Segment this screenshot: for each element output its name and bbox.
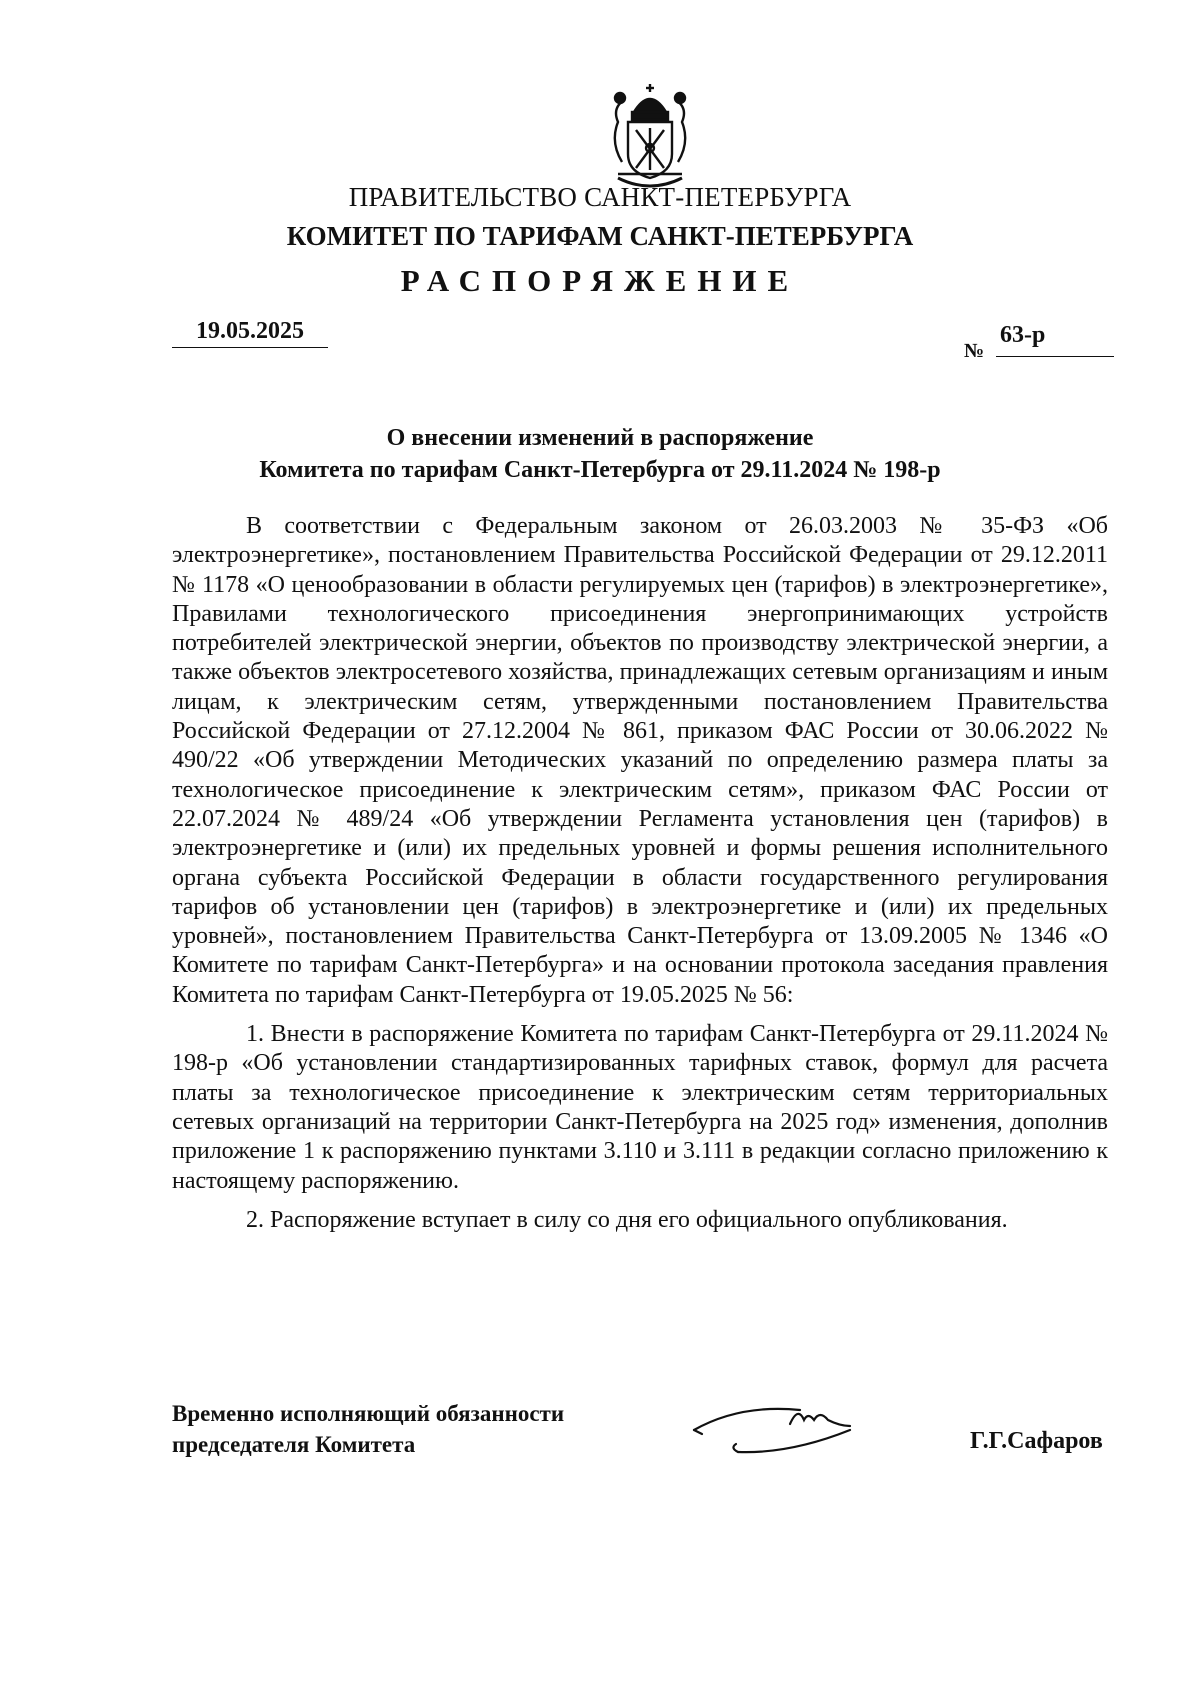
- document-body: [172, 512, 1108, 1235]
- preamble-paragraph: В соответствии с Федеральным законом от 26.03.2003 № 35-ФЗ «Об электроэнергетике», постановлением Правительства Российской Федерации от 29.12.2011 № 1178 «О ценообразовании в области регулируемых цен (тарифов) в электроэнергетике», Правилами технологического присоединения энергопринимающих устройств потребителей электрической энергии, объектов по производству электрической энергии, а также объектов электросетевого хозяйства, принадлежащих сетевым организациям и иным лицам, к электрическим сетям, утвержденными постановлением Правительства Российской Федерации от 27.12.2004 № 861, приказом ФАС России от 30.06.2022 № 490/22 «Об утверждении Методических указаний по определению размера платы за технологическое присоединение к электрическим сетям», приказом ФАС России от 22.07.2024 № 489/24 «Об утверждении Регламента установления цен (тарифов) в электроэнергетике и (или) их предельных уровней и формы решения исполнительного органа субъекта Российской Федерации в области государственного регулирования тарифов об установлении цен (тарифов) в электроэнергетике и (или) их предельных уровней», постановлением Правительства Санкт-Петербурга от 13.09.2005 № 1346 «О Комитете по тарифам Санкт-Петербурга» и на основании протокола заседания правления Комитета по тарифам Санкт-Петербурга от 19.05.2025 № 56:: [172, 513, 1108, 1008]
- document-type-title: РАСПОРЯЖЕНИЕ: [400, 263, 800, 298]
- date-underline: [172, 347, 328, 348]
- document-date-field: [172, 318, 328, 348]
- subject-line-2: Комитета по тарифам Санкт-Петербурга от 29.11.2024 № 198-р: [259, 457, 941, 483]
- document-number: 63-р: [1000, 322, 1046, 348]
- government-title: ПРАВИТЕЛЬСТВО САНКТ-ПЕТЕРБУРГА: [348, 182, 852, 212]
- committee-title: КОМИТЕТ ПО ТАРИФАМ САНКТ-ПЕТЕРБУРГА: [286, 221, 914, 251]
- list-item: 1. Внести в распоряжение Комитета по тарифам Санкт-Петербурга от 29.11.2024 № 198-р «Об установлении стандартизированных тарифных ставок, формул для расчета платы за технологическое присоединение к электрическим сетям территориальных сетевых организаций на территории Санкт-Петербурга на 2025 год» изменения, дополнив приложение 1 к распоряжению пунктами 3.110 и 3.111 в редакции согласно приложению к настоящему распоряжению.: [172, 1021, 1108, 1194]
- document-date: 19.05.2025: [196, 318, 304, 344]
- number-sign: №: [964, 340, 985, 362]
- number-underline: [996, 356, 1114, 357]
- signatory-position: [172, 1398, 564, 1460]
- document-subject: [0, 422, 1200, 486]
- list-item: 2. Распоряжение вступает в силу со дня его официального опубликования.: [246, 1206, 1008, 1233]
- position-line-2: председателя Комитета: [172, 1432, 416, 1457]
- subject-line-1: О внесении изменений в распоряжение: [386, 425, 814, 451]
- coat-of-arms-icon: [604, 82, 696, 194]
- handwritten-signature: [680, 1390, 870, 1470]
- position-line-1: Временно исполняющий обязанности: [172, 1401, 565, 1426]
- signatory-name: Г.Г.Сафаров: [970, 1428, 1103, 1454]
